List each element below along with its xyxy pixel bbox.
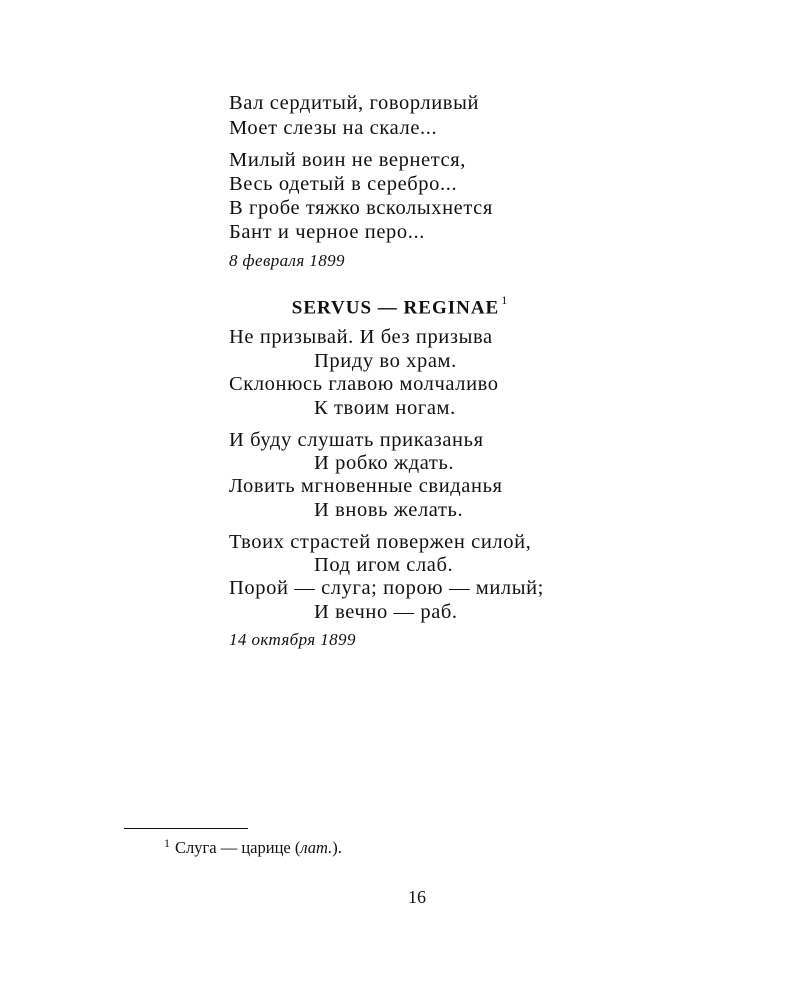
poem-date: 14 октября 1899 <box>229 630 356 649</box>
footnote-mark: 1 <box>164 836 170 850</box>
poem-line: Не призывай. И без призыва <box>229 326 493 348</box>
page-number: 16 <box>408 887 426 907</box>
poem-title-text: SERVUS — REGINAE <box>291 297 500 319</box>
poem-line-indented: Под игом слаб. <box>314 554 454 576</box>
poem-line: И буду слушать приказанья <box>229 429 484 451</box>
poem-line: Ловить мгновенные свиданья <box>229 475 503 497</box>
footnote-reference[interactable]: 1 <box>501 293 509 307</box>
poem-line: Твоих страстей повержен силой, <box>229 531 532 553</box>
footnote-close: ). <box>332 838 342 857</box>
poem-date: 8 февраля 1899 <box>229 251 345 270</box>
poem-line: Весь одетый в серебро... <box>229 173 458 195</box>
poem-line-indented: Приду во храм. <box>314 350 457 372</box>
poem-line-indented: И вновь желать. <box>314 499 464 521</box>
footnote-text: Слуга — царице ( <box>175 838 301 857</box>
poem-line-indented: И робко ждать. <box>314 452 455 474</box>
poem-line-indented: И вечно — раб. <box>314 601 458 623</box>
footnote-language: лат. <box>300 838 333 857</box>
poem-line: Вал сердитый, говорливый <box>229 92 480 114</box>
footnote <box>164 838 342 859</box>
poem-line-indented: К твоим ногам. <box>314 397 456 419</box>
poem-line: Милый воин не вернется, <box>229 149 466 171</box>
poem-line: Бант и черное перо... <box>229 221 425 243</box>
poem-line: Моет слезы на скале... <box>229 117 438 139</box>
footnote-divider <box>124 828 248 829</box>
poem-line: Порой — слуга; порою — милый; <box>229 577 544 599</box>
poem-title <box>0 291 800 319</box>
poem-line: В гробе тяжко всколыхнется <box>229 197 493 219</box>
poem-line: Склонюсь главою молчаливо <box>229 373 499 395</box>
